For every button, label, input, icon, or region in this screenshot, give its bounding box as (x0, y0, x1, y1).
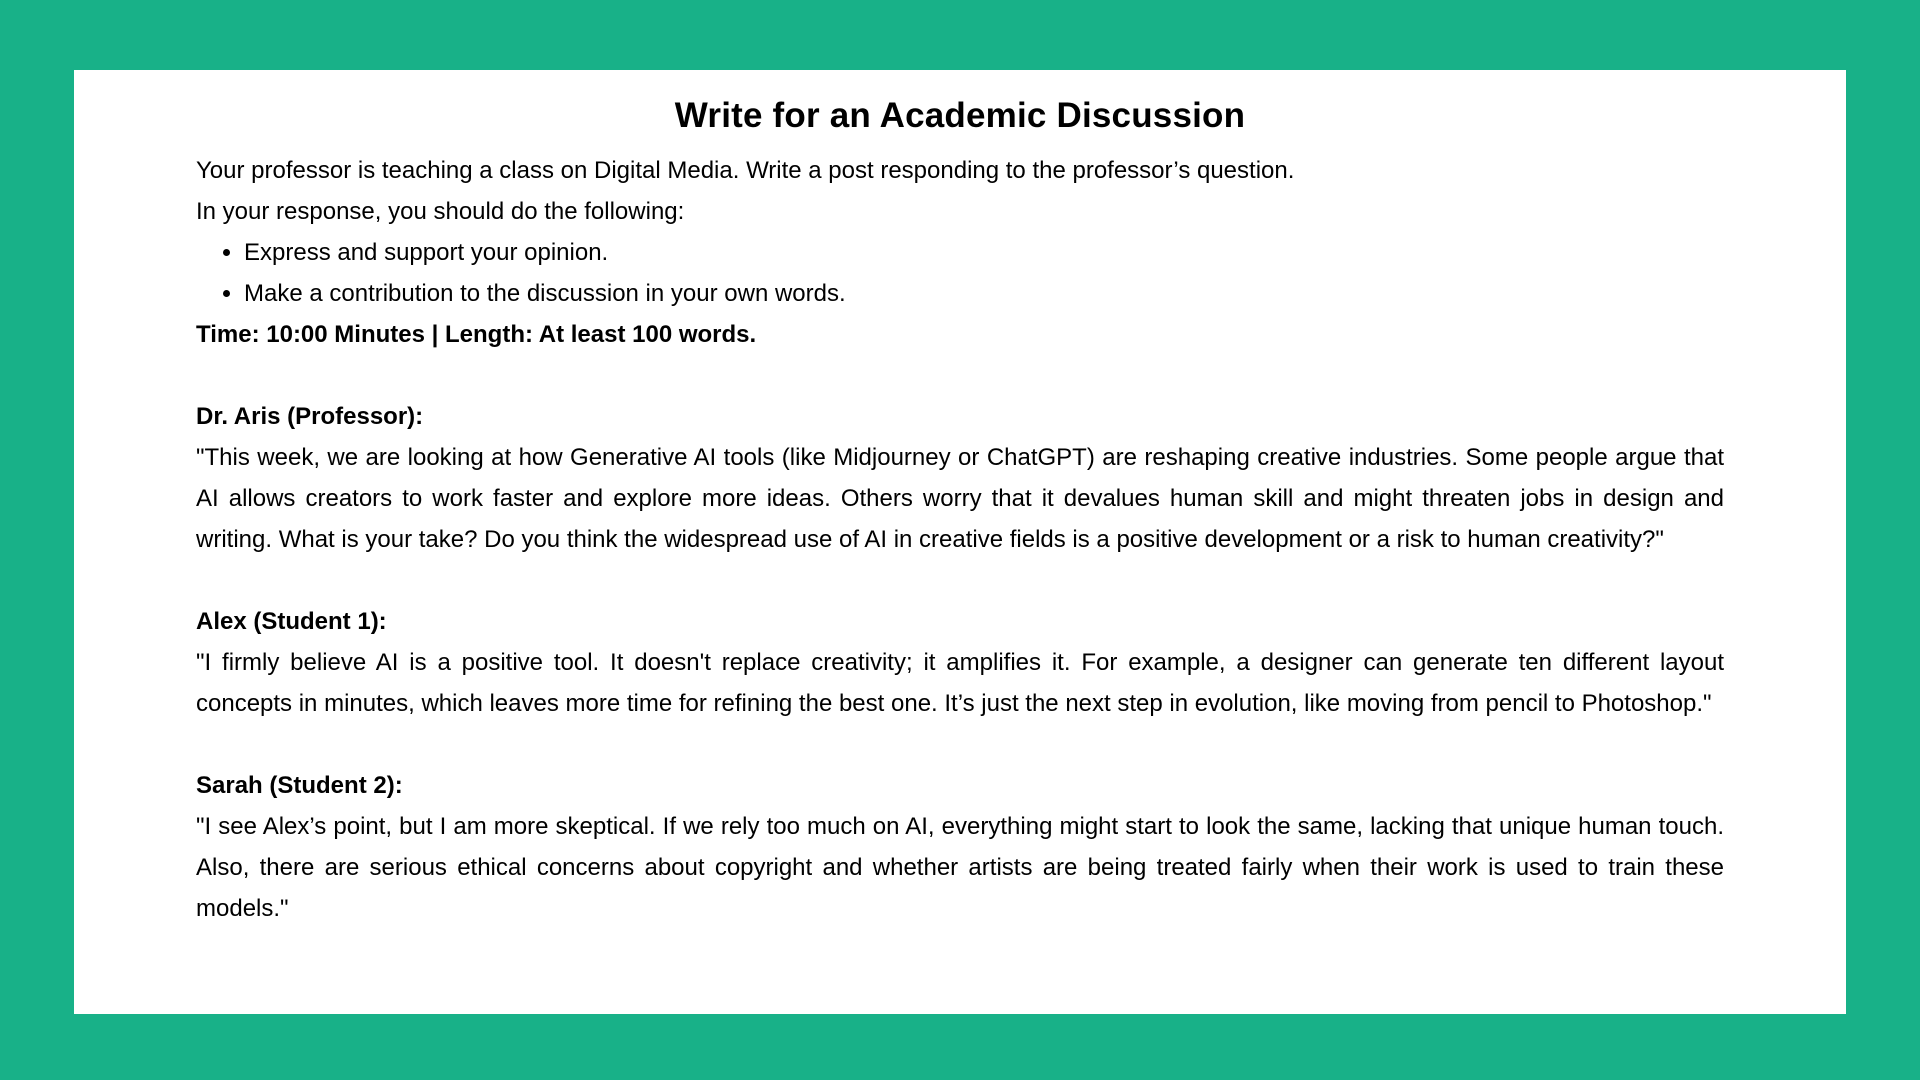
task-requirements-list (196, 232, 1724, 314)
post-speaker-professor: Dr. Aris (Professor): (196, 403, 424, 430)
post-speaker-student-2: Sarah (Student 2): (196, 772, 403, 799)
post-text-professor: "This week, we are looking at how Generative AI tools (like Midjourney or ChatGPT) are reshaping creative industries. Some people argue that AI allows creators to work faster and explore more ideas. Others worry that it devalues human skill and might threaten jobs in design and writing. What is your take? Do you think the widespread use of AI in creative fields is a positive development or a risk to human creativity?" (196, 444, 1724, 553)
list-item: • Make a contribution to the discussion in your own words. (244, 273, 1724, 314)
page-title: Write for an Academic Discussion (674, 96, 1246, 135)
task-constraints: Time: 10:00 Minutes | Length: At least 100 words. (196, 321, 757, 348)
spacer (196, 560, 1724, 601)
spacer (196, 724, 1724, 765)
spacer (196, 355, 1724, 396)
post-speaker-student-1: Alex (Student 1): (196, 608, 387, 635)
document-card (74, 70, 1846, 1014)
post-text-student-2: "I see Alex’s point, but I am more skeptical. If we rely too much on AI, everything might start to look the same, lacking that unique human touch. Also, there are serious ethical concerns about copyright and whether artists are being treated fairly when their work is used to train these models." (196, 813, 1724, 922)
list-item: • Express and support your opinion. (244, 232, 1724, 273)
task-intro-line-1: Your professor is teaching a class on Digital Media. Write a post responding to the professor’s question. (196, 157, 1295, 184)
task-intro-line-2: In your response, you should do the following: (196, 198, 685, 225)
post-text-student-1: "I firmly believe AI is a positive tool. It doesn't replace creativity; it amplifies it. For example, a designer can generate ten different layout concepts in minutes, which leaves more time for refining the best one. It’s just the next step in evolution, like moving from pencil to Photoshop." (196, 649, 1724, 717)
